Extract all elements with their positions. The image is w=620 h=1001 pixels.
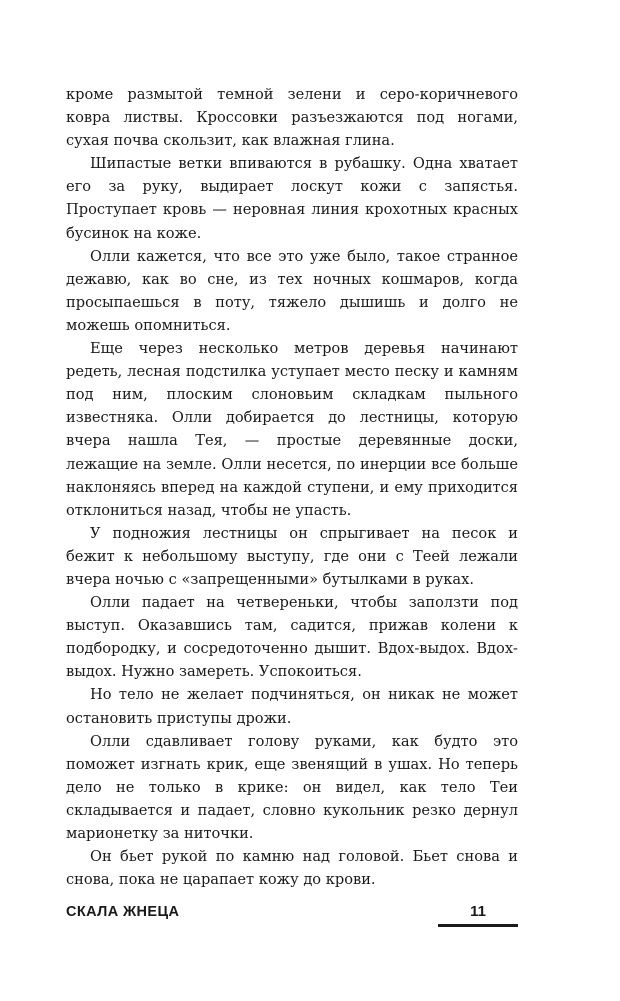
paragraph-9: Он бьет рукой по камню над головой. Бьет снова и снова, пока не царапает кожу до крови. <box>66 848 518 889</box>
paragraph-2: Шипастые ветки впиваются в рубашку. Одна хватает его за руку, выдирает лоскут кожи с запястья. Проступает кровь — неровная линия крохотных красных бусинок на коже. <box>66 155 518 242</box>
paragraph-4: Еще через несколько метров деревья начинают редеть, лесная подстилка уступает место песку и камням под ним, плоским слоновьим складкам пыльного известняка. Олли добирается до лестницы, которую вчера нашла Тея, — простые деревянные доски, лежащие на земле. Олли несется, по инерции все больше наклоняясь вперед на каждой ступени, и ему приходится отклониться назад, чтобы не упасть. <box>66 340 518 519</box>
page-footer <box>66 902 518 930</box>
paragraph-6: Олли падает на четвереньки, чтобы заползти под выступ. Оказавшись там, садится, прижав колени к подбородку, и сосредоточенно дышит. Вдох-выдох. Вдох-выдох. Нужно замереть. Успокоиться. <box>66 594 518 681</box>
page-number: 11 <box>470 903 486 920</box>
paragraph-3: Олли кажется, что все это уже было, такое странное дежавю, как во сне, из тех ночных кошмаров, когда просыпаешься в поту, тяжело дышишь и долго не можешь опомниться. <box>66 247 518 334</box>
running-title: СКАЛА ЖНЕЦА <box>66 904 180 920</box>
paragraph-5: У подножия лестницы он спрыгивает на песок и бежит к небольшому выступу, где они с Теей лежали вчера ночью с «запрещенными» бутылками в руках. <box>66 524 518 588</box>
footer-rule <box>438 924 518 927</box>
body-text <box>66 83 518 891</box>
paragraph-7: Но тело не желает подчиняться, он никак не может остановить приступы дрожи. <box>66 686 518 727</box>
paragraph-8: Олли сдавливает голову руками, как будто это поможет изгнать крик, еще звенящий в ушах. Но теперь дело не только в крике: он видел, как тело Теи складывается и падает, словно кукольник резко дернул марионетку за ниточки. <box>66 732 518 842</box>
paragraph-1: кроме размытой темной зелени и серо-коричневого ковра листвы. Кроссовки разъезжаются под ногами, сухая почва скользит, как влажная глина. <box>66 86 518 150</box>
